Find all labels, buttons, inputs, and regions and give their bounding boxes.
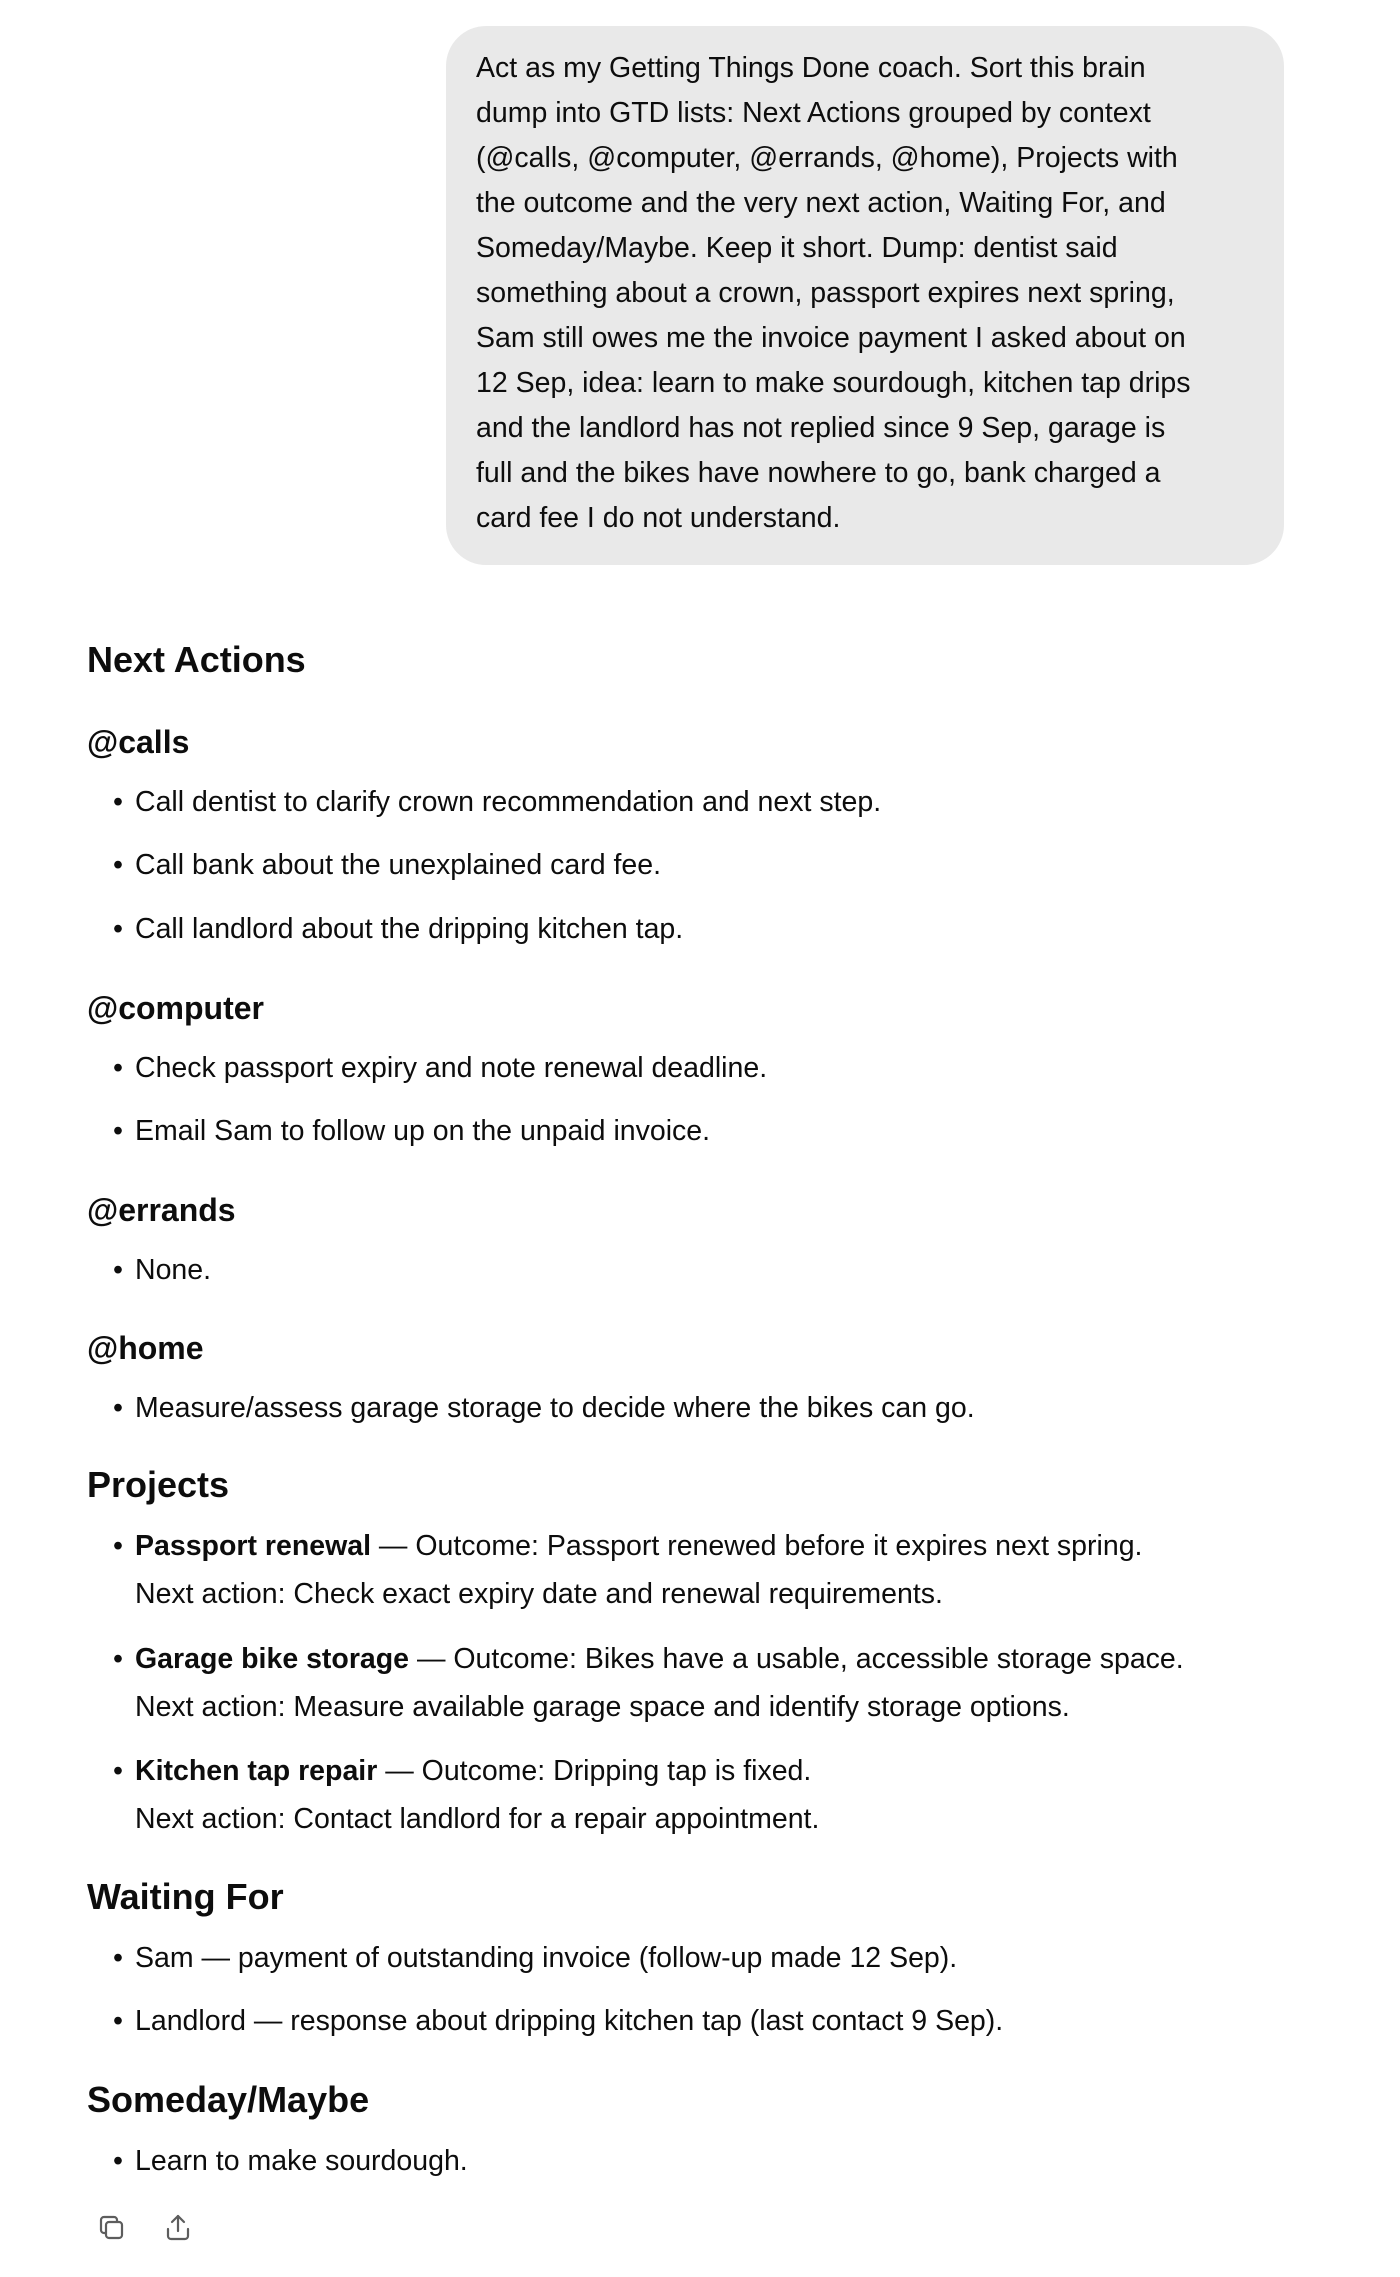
user-message-line: Sam still owes me the invoice payment I asked about on — [476, 322, 1186, 354]
project-outcome: — Outcome: Passport renewed before it expires next spring. — [371, 1530, 1143, 1562]
bullet: • — [113, 913, 123, 945]
list-item — [115, 1384, 975, 1432]
bullet: • — [113, 1643, 123, 1675]
list-item-text: Check passport expiry and note renewal deadline. — [135, 1052, 768, 1084]
user-message-line: full and the bikes have nowhere to go, bank charged a — [476, 457, 1161, 489]
context-heading-computer: @computer — [87, 990, 264, 1026]
projects-heading: Projects — [87, 1464, 230, 1505]
list-item — [115, 1246, 211, 1294]
list-item — [115, 905, 683, 953]
copy-icon — [96, 2212, 128, 2244]
project-next-action: Next action: Check exact expiry date and renewal requirements. — [135, 1578, 943, 1610]
list-item-text: Landlord — response about dripping kitchen tap (last contact 9 Sep). — [135, 2005, 1004, 2037]
share-button[interactable] — [158, 2208, 198, 2248]
list-item — [115, 1107, 710, 1155]
project-outcome: — Outcome: Bikes have a usable, accessible storage space. — [409, 1643, 1184, 1675]
list-item — [115, 1934, 957, 1982]
project-outcome: — Outcome: Dripping tap is fixed. — [377, 1755, 812, 1787]
project-title: Passport renewal — [135, 1530, 372, 1562]
user-message-line: Someday/Maybe. Keep it short. Dump: dentist said — [476, 232, 1118, 264]
project-title: Garage bike storage — [135, 1643, 410, 1675]
bullet: • — [113, 2145, 123, 2177]
project-item — [115, 1635, 1184, 1731]
message-actions — [92, 2208, 198, 2248]
list-item-text: Learn to make sourdough. — [135, 2145, 468, 2177]
user-message-line: and the landlord has not replied since 9 Sep, garage is — [476, 412, 1166, 444]
project-next-action: Next action: Contact landlord for a repair appointment. — [135, 1803, 820, 1835]
next-actions-heading: Next Actions — [87, 639, 306, 680]
someday-maybe-heading: Someday/Maybe — [87, 2079, 370, 2120]
user-message-line: card fee I do not understand. — [476, 502, 841, 534]
list-item — [115, 2137, 468, 2185]
user-message-line: the outcome and the very next action, Waiting For, and — [476, 187, 1166, 219]
list-item — [115, 841, 661, 889]
project-next-action: Next action: Measure available garage space and identify storage options. — [135, 1691, 1070, 1723]
project-item — [115, 1522, 1142, 1618]
list-item-text: Email Sam to follow up on the unpaid invoice. — [135, 1115, 711, 1147]
context-heading-calls: @calls — [87, 724, 190, 760]
bullet: • — [113, 2005, 123, 2037]
user-message-line: Act as my Getting Things Done coach. Sort this brain — [476, 52, 1146, 84]
list-item-text: None. — [135, 1254, 212, 1286]
bullet: • — [113, 1052, 123, 1084]
bullet: • — [113, 786, 123, 818]
waiting-for-heading: Waiting For — [87, 1876, 284, 1917]
user-message-line: (@calls, @computer, @errands, @home), Projects with — [476, 142, 1178, 174]
user-message-line: dump into GTD lists: Next Actions grouped by context — [476, 97, 1151, 129]
bullet: • — [113, 1530, 123, 1562]
user-message-line: 12 Sep, idea: learn to make sourdough, kitchen tap drips — [476, 367, 1191, 399]
list-item-text: Call dentist to clarify crown recommendation and next step. — [135, 786, 882, 818]
project-item — [115, 1747, 819, 1843]
user-message-bubble — [446, 26, 1284, 565]
list-item — [115, 778, 881, 826]
list-item-text: Sam — payment of outstanding invoice (follow-up made 12 Sep). — [135, 1942, 958, 1974]
list-item — [115, 1997, 1003, 2045]
bullet: • — [113, 1392, 123, 1424]
share-icon — [162, 2212, 194, 2244]
copy-button[interactable] — [92, 2208, 132, 2248]
bullet: • — [113, 1115, 123, 1147]
bullet: • — [113, 849, 123, 881]
bullet: • — [113, 1942, 123, 1974]
bullet: • — [113, 1755, 123, 1787]
context-heading-errands: @errands — [87, 1192, 236, 1228]
list-item-text: Call landlord about the dripping kitchen tap. — [135, 913, 684, 945]
project-title: Kitchen tap repair — [135, 1755, 378, 1787]
list-item — [115, 1044, 767, 1092]
bullet: • — [113, 1254, 123, 1286]
user-message-line: something about a crown, passport expires next spring, — [476, 277, 1175, 309]
list-item-text: Call bank about the unexplained card fee. — [135, 849, 662, 881]
list-item-text: Measure/assess garage storage to decide where the bikes can go. — [135, 1392, 975, 1424]
context-heading-home: @home — [87, 1330, 204, 1366]
